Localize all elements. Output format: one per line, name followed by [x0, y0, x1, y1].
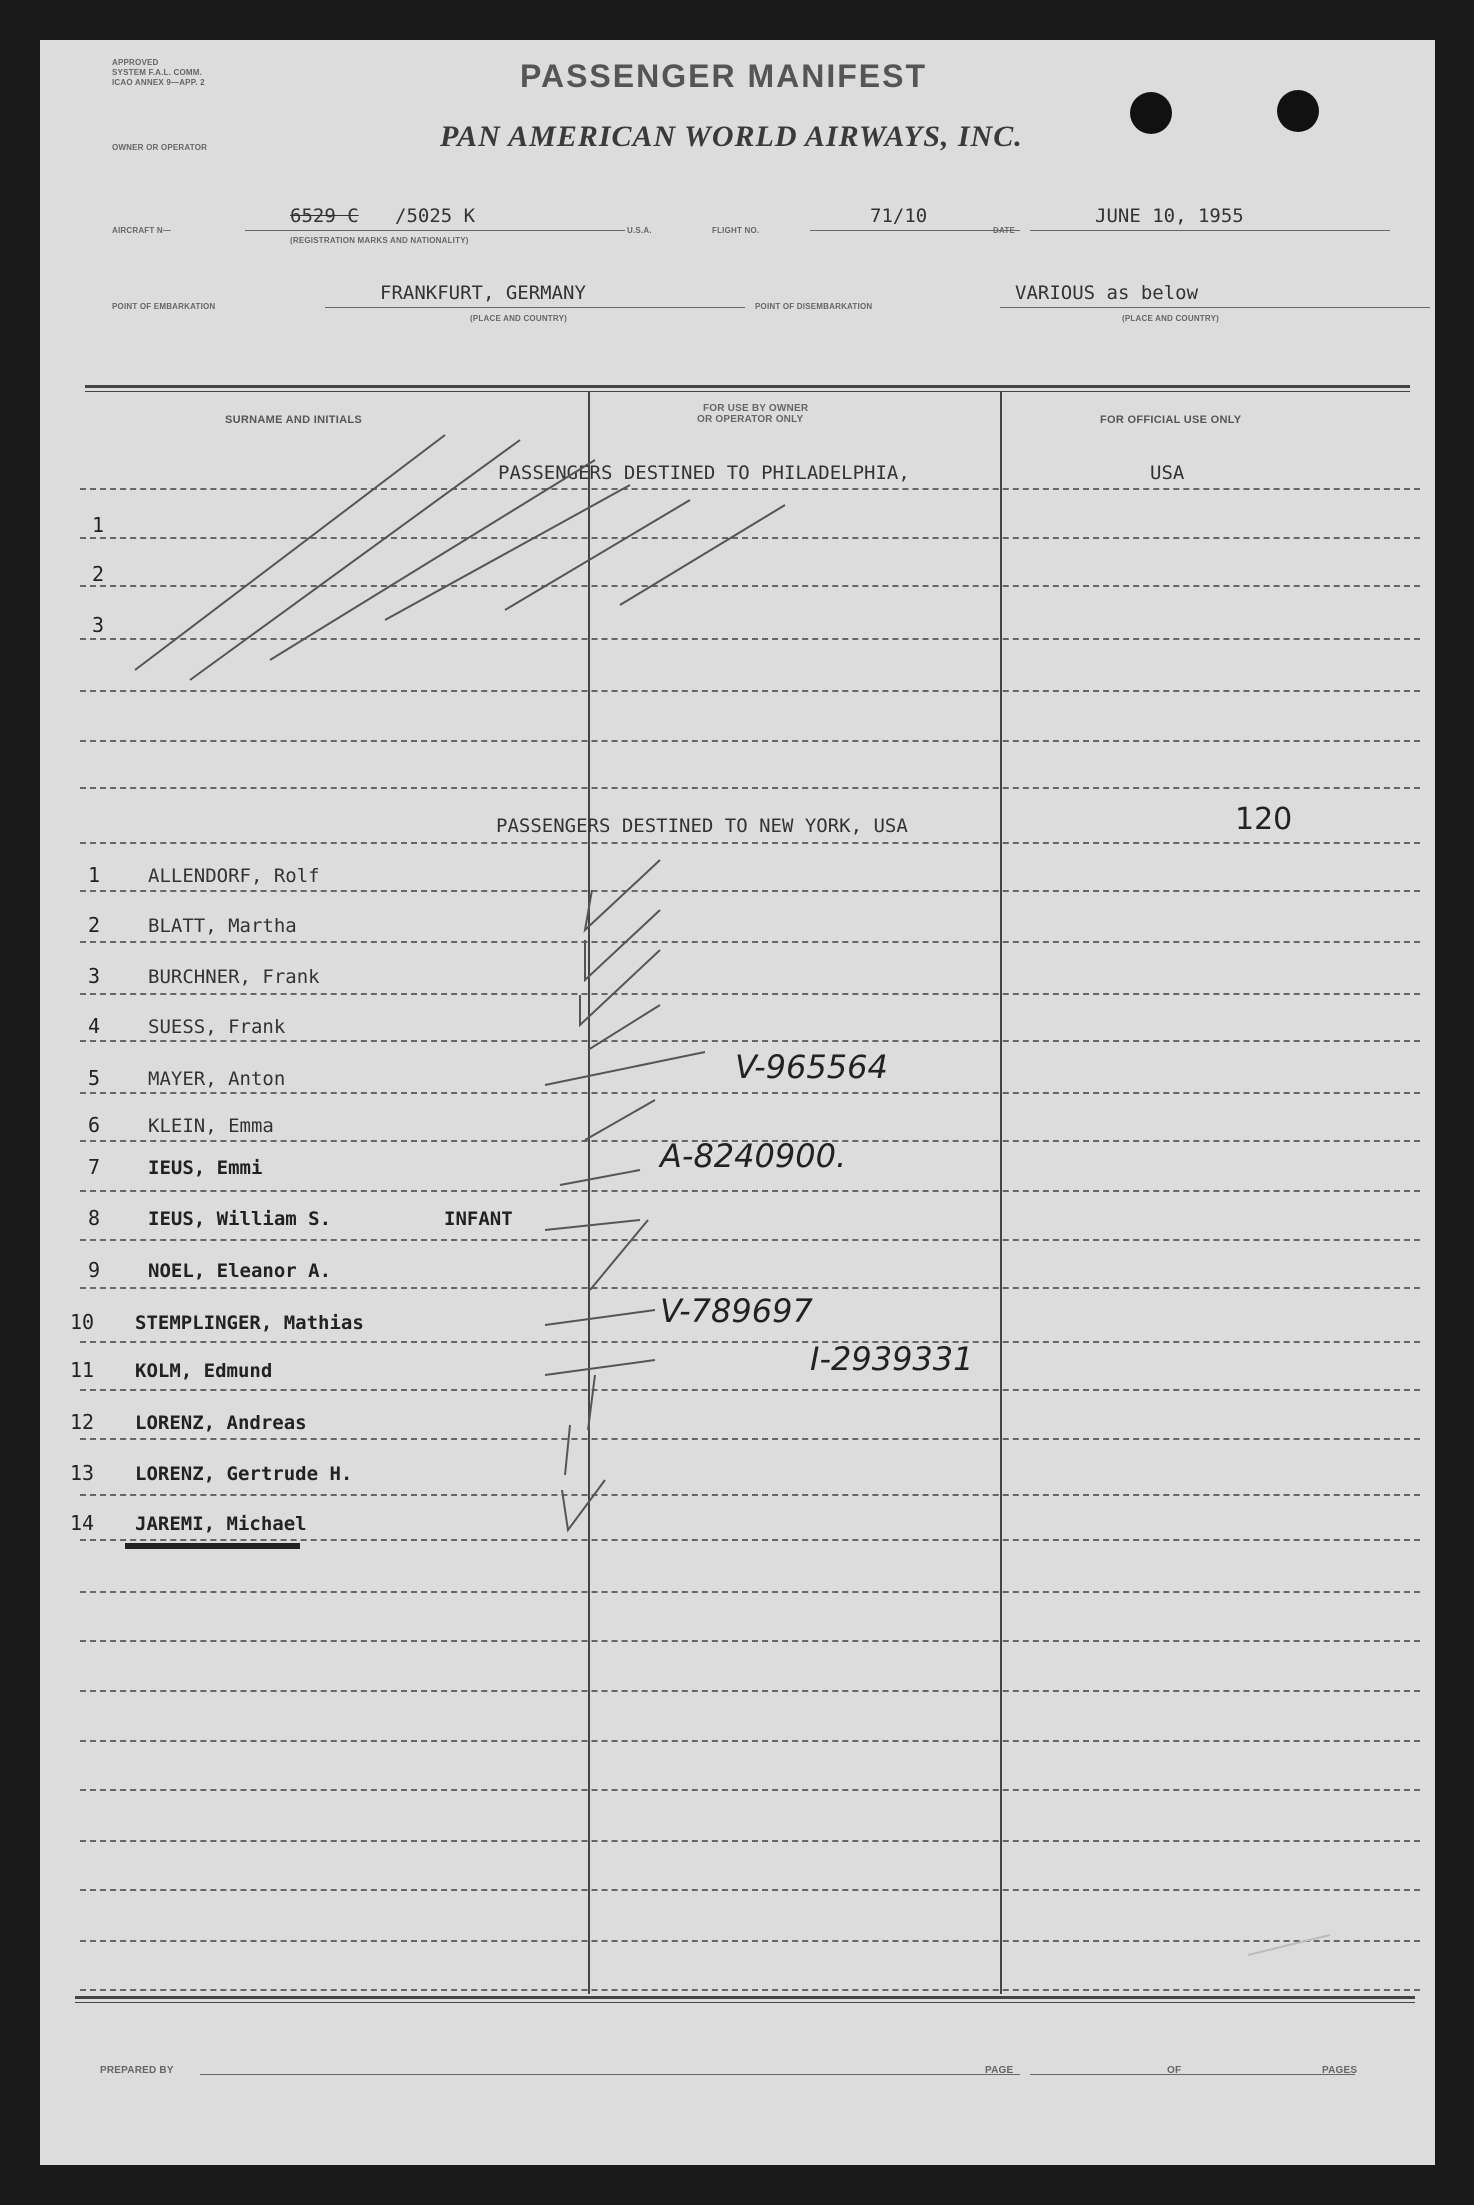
row-number: 4 — [88, 1014, 101, 1038]
row-number: 8 — [88, 1206, 101, 1230]
check-mark — [545, 1220, 648, 1290]
passenger-name: BURCHNER, Frank — [148, 966, 320, 988]
aircraft-value: /5025 K — [395, 205, 476, 227]
cancel-stroke — [505, 500, 690, 610]
disembark-label: POINT OF DISEMBARKATION — [755, 302, 873, 311]
embark-label: POINT OF EMBARKATION — [112, 302, 216, 311]
usa-label: U.S.A. — [627, 226, 652, 235]
of-label: OF — [1167, 2065, 1182, 2076]
passenger-name: JAREMI, Michael — [135, 1513, 307, 1535]
row-number: 11 — [70, 1358, 95, 1382]
flight-label: FLIGHT NO. — [712, 226, 760, 235]
visa-number: A-8240900. — [660, 1137, 847, 1175]
prepared-by-label: PREPARED BY — [100, 2065, 174, 2076]
aircraft-label: AIRCRAFT N— — [112, 226, 172, 235]
row-number: 3 — [92, 613, 105, 637]
visa-number: V-965564 — [735, 1048, 888, 1086]
passenger-name: KOLM, Edmund — [135, 1360, 273, 1382]
check-mark — [560, 1170, 640, 1185]
manifest-sheet — [40, 40, 1435, 2165]
passenger-name: IEUS, William S. — [148, 1208, 332, 1230]
column-owner-use: OR OPERATOR ONLY — [697, 414, 804, 425]
check-mark — [545, 1310, 655, 1325]
passenger-name: ALLENDORF, Rolf — [148, 865, 320, 887]
date-value: JUNE 10, 1955 — [1095, 205, 1244, 227]
cancel-stroke — [270, 460, 595, 660]
check-mark — [565, 1425, 570, 1475]
approval-line: SYSTEM F.A.L. COMM. — [112, 68, 203, 77]
row-number: 9 — [88, 1258, 101, 1282]
section-heading-newyork: PASSENGERS DESTINED TO NEW YORK, USA — [496, 815, 908, 837]
visa-number: V-789697 — [660, 1292, 813, 1330]
cancel-stroke — [385, 485, 630, 620]
passenger-extra: INFANT — [444, 1208, 513, 1230]
row-number: 10 — [70, 1310, 95, 1334]
passenger-name: NOEL, Eleanor A. — [148, 1260, 332, 1282]
flight-value: 71/10 — [870, 205, 928, 227]
registration-caption: (REGISTRATION MARKS AND NATIONALITY) — [290, 236, 469, 245]
row-number: 2 — [92, 562, 105, 586]
section-country-philadelphia: USA — [1150, 462, 1185, 484]
approval-line: ICAO ANNEX 9—APP. 2 — [112, 78, 205, 87]
check-mark — [585, 1100, 655, 1140]
passenger-name: LORENZ, Andreas — [135, 1412, 307, 1434]
aircraft-struck: 6529 C — [290, 205, 359, 227]
check-mark — [588, 1005, 660, 1050]
check-mark — [562, 1480, 605, 1530]
row-number: 13 — [70, 1461, 95, 1485]
cancel-stroke — [135, 435, 445, 670]
row-number: 14 — [70, 1511, 95, 1535]
passenger-name: STEMPLINGER, Mathias — [135, 1312, 364, 1334]
place-caption: (PLACE AND COUNTRY) — [470, 314, 567, 323]
row-number: 1 — [88, 863, 101, 887]
passenger-name: IEUS, Emmi — [148, 1157, 263, 1179]
check-mark — [545, 1360, 655, 1430]
stray-mark — [1248, 1935, 1330, 1955]
row-number: 7 — [88, 1155, 101, 1179]
check-mark — [545, 1052, 705, 1085]
passenger-count: 120 — [1235, 802, 1293, 837]
visa-number: I-2939331 — [810, 1340, 974, 1378]
place-caption-2: (PLACE AND COUNTRY) — [1122, 314, 1219, 323]
approval-line: APPROVED — [112, 58, 159, 67]
embark-value: FRANKFURT, GERMANY — [380, 282, 586, 304]
disembark-value: VARIOUS as below — [1015, 282, 1199, 304]
column-surname: SURNAME AND INITIALS — [225, 414, 362, 426]
pencil-marks — [40, 40, 1435, 2165]
passenger-name: SUESS, Frank — [148, 1016, 286, 1038]
row-number: 6 — [88, 1113, 101, 1137]
page-title: PASSENGER MANIFEST — [520, 58, 927, 94]
passenger-name: MAYER, Anton — [148, 1068, 286, 1090]
column-official: FOR OFFICIAL USE ONLY — [1100, 414, 1242, 426]
passenger-name: LORENZ, Gertrude H. — [135, 1463, 353, 1485]
row-number: 1 — [92, 513, 105, 537]
passenger-name: KLEIN, Emma — [148, 1115, 274, 1137]
row-number: 12 — [70, 1410, 95, 1434]
cancel-stroke — [620, 505, 785, 605]
row-number: 3 — [88, 964, 101, 988]
section-heading-philadelphia: PASSENGERS DESTINED TO PHILADELPHIA, — [498, 462, 910, 484]
column-owner-use: FOR USE BY OWNER — [703, 403, 809, 414]
owner-label: OWNER OR OPERATOR — [112, 143, 208, 152]
passenger-name: BLATT, Martha — [148, 915, 297, 937]
row-number: 5 — [88, 1066, 101, 1090]
check-mark — [580, 950, 660, 1025]
cancel-stroke — [190, 440, 520, 680]
company-name: PAN AMERICAN WORLD AIRWAYS, INC. — [440, 120, 1023, 153]
date-label: DATE — [993, 226, 1015, 235]
pages-label: PAGES — [1322, 2065, 1358, 2076]
row-number: 2 — [88, 913, 101, 937]
page-label: PAGE — [985, 2065, 1014, 2076]
